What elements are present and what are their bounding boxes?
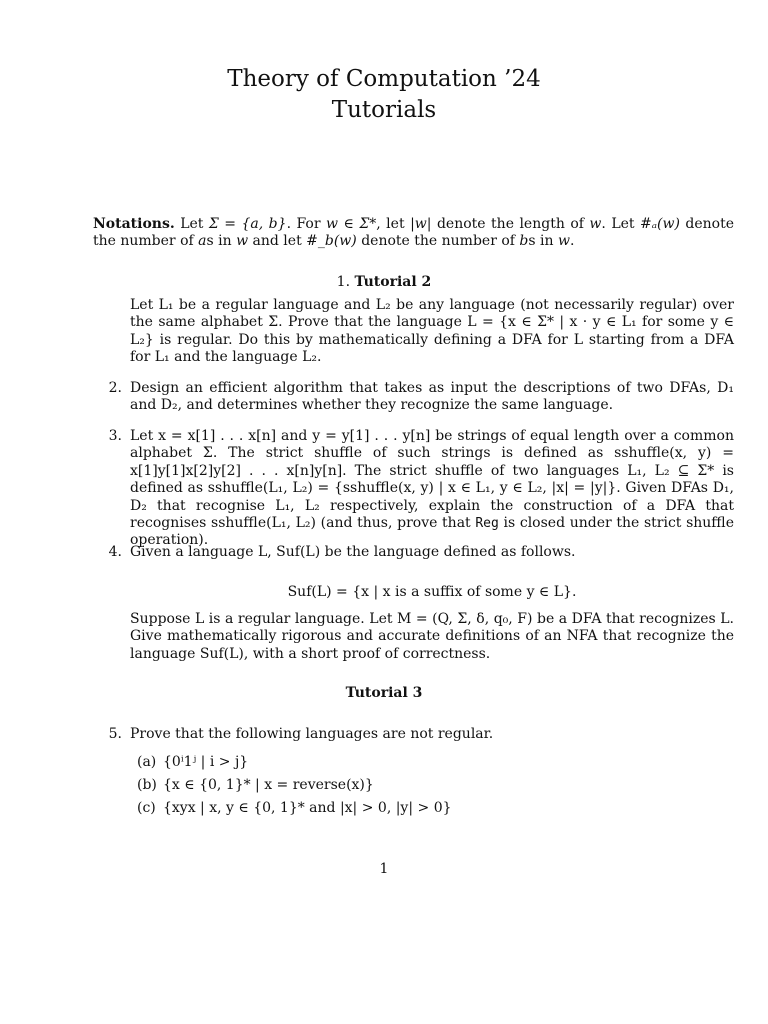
reg-class-label: Reg: [475, 516, 499, 532]
problem-5-list: [137, 751, 557, 820]
problem-4-number: 4.: [108, 544, 122, 560]
tutorial2-heading-label: Tutorial 2: [354, 274, 432, 290]
page-number: 1: [379, 861, 389, 877]
problem-1-number: 1.: [336, 274, 351, 290]
tutorial2-heading: [0, 274, 768, 291]
problem-5-intro: Prove that the following languages are not regular.: [130, 726, 494, 742]
list-item: (b) {x ∈ {0, 1}* | x = reverse(x)}: [137, 777, 374, 793]
problem-5-number: 5.: [108, 726, 122, 742]
problem-2-number: 2.: [108, 380, 122, 396]
notations-heading: Notations.: [93, 216, 175, 232]
problem-4-text: Suppose L is a regular language. Let M = (Q, Σ, δ, q₀, F) be a DFA that recognizes L. Give mathematically rigorous and accurate definitions of an NFA that recognize the language Suf(L), with a short proof of correctness.: [130, 611, 734, 662]
problem-1-text: Let L₁ be a regular language and L₂ be any language (not necessarily regular) over the same alphabet Σ. Prove that the language L = {x ∈ Σ* | x · y ∈ L₁ for some y ∈ L₂} is regular. Do this by mathematically defining a DFA for L starting from a DFA for L₁ and the language L₂.: [130, 297, 734, 366]
list-item: (a) {0ⁱ1ʲ | i > j}: [137, 754, 249, 770]
tutorial3-heading: Tutorial 3: [345, 685, 423, 701]
problem-4-intro: Given a language L, Suf(L) be the language defined as follows.: [130, 544, 576, 560]
problem-3-number: 3.: [108, 428, 122, 444]
problem-3-text: Let x = x[1] . . . x[n] and y = y[1] . . . y[n] be strings of equal length over a common alphabet Σ. The strict shuffle of such strings is defined as sshuffle(x, y) = x[1]y[1]x[2]y[2] . . . x[n]y[n]. The strict shuffle of two languages L₁, L₂ ⊆ Σ* is defined as sshuffle(L₁, L₂) = {sshuffle(x, y) | x ∈ L₁, y ∈ L₂, |x| = |y|}. Given DFAs D₁, D₂ that recognise L₁, L₂ respectively, explain the construction of a DFA that recognises sshuffle(L₁, L₂) (and thus, prove that Reg is closed under the strict shuffle operation).: [130, 428, 735, 549]
notations-paragraph: Notations. Let Σ = {a, b}. For w ∈ Σ*, let |w| denote the length of w. Let #ₐ(w) denote the number of as in w and let #_b(w) denote the number of bs in w.: [93, 216, 735, 250]
list-item: (c) {xyx | x, y ∈ {0, 1}* and |x| > 0, |y| > 0}: [137, 800, 452, 816]
suf-equation: Suf(L) = {x | x is a suffix of some y ∈ L}.: [287, 584, 577, 600]
document-subtitle: Tutorials: [331, 97, 437, 123]
problem-2-text: Design an efficient algorithm that takes as input the descriptions of two DFAs, D₁ and D₂, and determines whether they recognize the same language.: [130, 380, 734, 414]
document-title: Theory of Computation ’24: [227, 66, 541, 92]
